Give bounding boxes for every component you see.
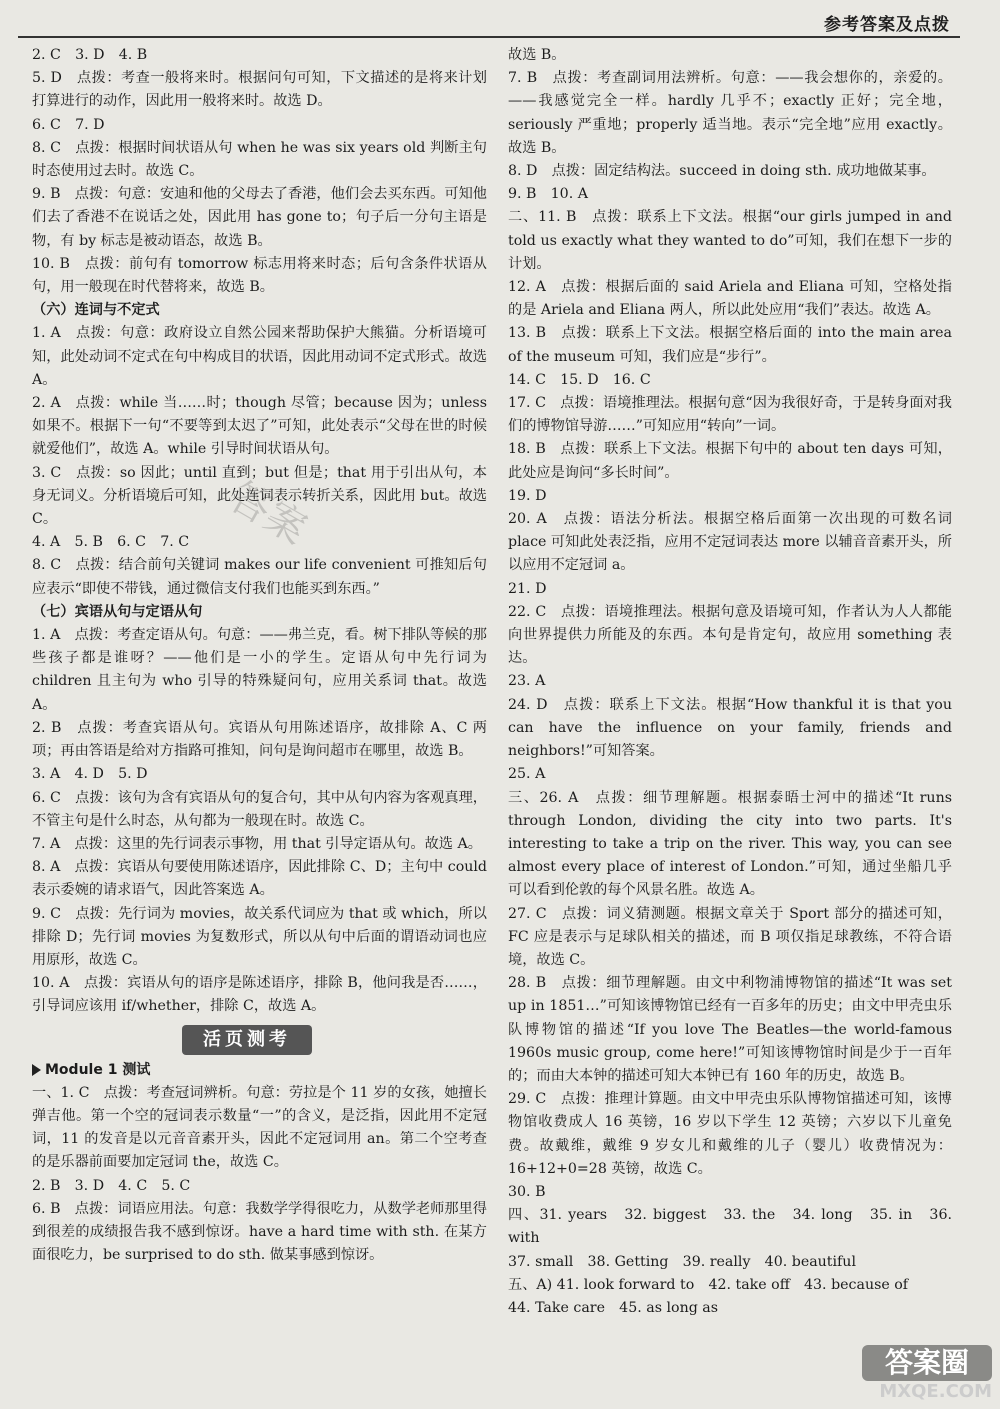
answer-item: 13. B 点拨：联系上下文法。根据空格后面的 into the main area of the museum 可知，我们应是“步行”。 (508, 325, 952, 365)
answer-item: 22. C 点拨：语境推理法。根据句意及语境可知，作者认为人人都能向世界提供力所能及的东西。本句是肯定句，故应用 something 表达。 (508, 603, 952, 667)
answer-item: 20. A 点拨：语法分析法。根据空格后面第一次出现的可数名词 place 可知此处表泛指，应用不定冠词表达 more 以辅音音素开头，所以应用不定冠词 a。 (508, 511, 952, 574)
section-title: （六）连词与不定式 (32, 302, 160, 319)
triangle-bullet-icon (32, 1064, 41, 1076)
page-header (0, 0, 1000, 40)
answer-item: 17. C 点拨：语境推理法。根据句意“因为我很好奇，于是转身面对我们的博物馆导游……”可知应用“转向”一词。 (508, 395, 952, 435)
answer-item: 18. B 点拨：联系上下文法。根据下句中的 about ten days 可知，此处应是询问“多长时间”。 (508, 441, 952, 481)
answer-item: 37. small 38. Getting 39. really 40. beautiful (508, 1253, 856, 1270)
answer-item: 1. A 点拨：考查定语从句。句意：——弗兰克，看。树下排队等候的那些孩子都是谁呀？——他们是一小的学生。定语从句中先行词为 children 且主句为 who 引导的特殊疑问句，应用关系词 that。故选 A。 (32, 627, 487, 713)
answer-item: 27. C 点拨：词义猜测题。根据文章关于 Sport 部分的描述可知，FC 应是表示与足球队相关的描述，而 B 项仅指足球教练，不符合语境，故选 C。 (508, 905, 952, 968)
answer-item: 二、11. B 点拨：联系上下文法。根据“our girls jumped in and told us exactly what they wanted to do”可知，我们在想下一步的计划。 (508, 209, 952, 272)
answer-item: 10. B 点拨：前句有 tomorrow 标志用将来时态；后句含条件状语从句，用一般现在时代替将来，故选 B。 (32, 255, 487, 296)
answer-item: 10. A 点拨：宾语从句的语序是陈述语序，排除 B，他问我是否……，引导词应该用 if/whether，排除 C，故选 A。 (32, 975, 487, 1015)
watermark-stamp: 答案 (222, 473, 315, 553)
answer-item: 3. C 点拨：so 因此；until 直到；but 但是；that 用于引出从句，本身无词义。分析语境后可知，此处连词表示转折关系，因此用 but。故选 C。 (32, 464, 487, 528)
answer-item: 8. D 点拨：固定结构法。succeed in doing sth. 成功地做某事。 (508, 163, 936, 180)
answer-item: 4. A 5. B 6. C 7. C (32, 534, 190, 551)
answer-item: 23. A (508, 673, 546, 690)
answer-item: 8. A 点拨：宾语从句要使用陈述语序，因此排除 C、D；主句中 could 表示委婉的请求语气，因此答案选 A。 (32, 859, 487, 899)
answer-item: 2. B 点拨：考查宾语从句。宾语从句用陈述语序，故排除 A、C 两项；再由答语是给对方指路可推知，问句是询问超市在哪里，故选 B。 (32, 719, 487, 760)
answer-item: 1. A 点拨：句意：政府设立自然公园来帮助保护大熊猫。分析语境可知，此处动词不定式在句中构成目的状语，因此用动词不定式形式。故选 A。 (32, 325, 487, 388)
answer-item: 四、31. years 32. biggest 33. the 34. long 35. in 36. with (508, 1207, 952, 1247)
answer-item: 6. C 点拨：该句为含有宾语从句的复合句，其中从句内容为客观真理，不管主句是什么时态，从句都为一般现在时。故选 C。 (32, 789, 487, 829)
answer-item: 9. C 点拨：先行词为 movies，故关系代词应为 that 或 which，所以排除 D；先行词 movies 为复数形式，所以从句中后面的谓语动词也应用原形，故选 C。 (32, 905, 487, 968)
answer-item: 30. B (508, 1183, 546, 1200)
answer-item: 44. Take care 45. as long as (508, 1299, 719, 1316)
answer-item: 9. B 点拨：句意：安迪和他的父母去了香港，他们会去买东西。可知他们去了香港不在说话之处，因此用 has gone to；句子后一分句主语是物，有 by 标志是被动语态，故选 B。 (32, 186, 487, 249)
right-column (508, 44, 952, 1320)
answer-item: 8. C 点拨：根据时间状语从句 when he was six years old 判断主句时态使用过去时。故选 C。 (32, 139, 487, 180)
answer-item: 一、1. C 点拨：考查冠词辨析。句意：劳拉是个 11 岁的女孩，她擅长弹吉他。第一个空的冠词表示数量“一”的含义，是泛指，因此用不定冠词，11 的发音是以元音音素开头，因此不定冠词用 an。第二个空考查的是乐器前面要加定冠词 the，故选 C。 (32, 1084, 487, 1171)
answer-item: 故选 B。 (508, 47, 566, 63)
answer-item: 14. C 15. D 16. C (508, 371, 651, 388)
answer-item: 6. C 7. D (32, 116, 105, 133)
answer-item: 19. D (508, 487, 547, 504)
answer-item: 8. C 点拨：结合前句关键词 makes our life convenient 可推知后句应表示“即使不带钱，通过微信支付我们也能买到东西。” (32, 557, 487, 597)
answer-item: 三、26. A 点拨：细节理解题。根据泰晤士河中的描述“It runs through London, dividing the city into two parts. It's interesting to take a trip on the river. This way, you can see almost every place of interest of London.”可知，通过坐船几乎可以看到伦敦的每个风景名胜。故选 A。 (508, 789, 952, 899)
answer-item: 24. D 点拨：联系上下文法。根据“How thankful it is that you can have the influence on your family, friends and neighbors!”可知答案。 (508, 696, 952, 760)
answer-item: 2. A 点拨：while 当……时；though 尽管；because 因为；unless 如果不。根据下一句“不要等到太迟了”可知，此处表示“父母在世的时候就爱他们”，故选 A。while 引导时间状语从句。 (32, 395, 487, 458)
logo-url: MXQE.COM (879, 1381, 992, 1402)
answer-item: 7. B 点拨：考查副词用法辨析。句意：——我会想你的，亲爱的。——我感觉完全一样。hardly 几乎不；exactly 正好；完全地，seriously 严重地；properly 适当地。表示“完全地”应用 exactly。故选 B。 (508, 70, 952, 156)
answer-item: 6. B 点拨：词语应用法。句意：我数学学得很吃力，从数学老师那里得到很差的成绩报告我不感到惊讶。have a hard time with sth. 在某方面很吃力，be surprised to do sth. 做某事感到惊讶。 (32, 1200, 487, 1264)
answer-item: 5. D 点拨：考查一般将来时。根据问句可知，下文描述的是将来计划打算进行的动作，因此用一般将来时。故选 D。 (32, 70, 487, 110)
site-logo (862, 1345, 992, 1403)
answer-item: 2. B 3. D 4. C 5. C (32, 1177, 191, 1194)
module-title-text: Module 1 测试 (45, 1061, 151, 1078)
answer-item: 25. A (508, 766, 546, 783)
answer-item: 3. A 4. D 5. D (32, 766, 148, 783)
module-title (32, 1059, 487, 1082)
answer-item: 21. D (508, 580, 547, 597)
answer-item: 12. A 点拨：根据后面的 said Ariela and Eliana 可知，空格处指的是 Ariela and Eliana 两人，所以此处应用“我们”表达。故选 A。 (508, 279, 952, 319)
header-title: 参考答案及点拨 (824, 15, 950, 35)
answer-item: 五、A) 41. look forward to 42. take off 43. because of (508, 1276, 909, 1293)
left-column (32, 44, 487, 1267)
answer-item: 9. B 10. A (508, 186, 588, 203)
activity-heading: 活页测考 (182, 1025, 312, 1055)
header-rule (18, 36, 960, 38)
logo-text: 答案圈 (862, 1345, 992, 1381)
answer-item: 2. C 3. D 4. B (32, 47, 148, 63)
answer-item: 29. C 点拨：推理计算题。由文中甲壳虫乐队博物馆描述可知，该博物馆收费成人 16 英镑，16 岁以下学生 12 英镑；六岁以下儿童免费。故戴维，戴维 9 岁女儿和戴维的儿子（婴儿）收费情况为：16+12+0=28 英镑，故选 C。 (508, 1091, 952, 1177)
answer-item: 28. B 点拨：细节理解题。由文中利物浦博物馆的描述“It was set up in 1851…”可知该博物馆已经有一百多年的历史；由文中甲壳虫乐队博物馆的描述“If you love The Beatles—the world-famous 1960s music group, come here!”可知该博物馆时间是少于一百年的；而由大本钟的描述可知大本钟已有 160 年的历史，故选 B。 (508, 975, 952, 1084)
answer-item: 7. A 点拨：这里的先行词表示事物，用 that 引导定语从句。故选 A。 (32, 835, 482, 852)
section-title: （七）宾语从句与定语从句 (32, 603, 203, 620)
